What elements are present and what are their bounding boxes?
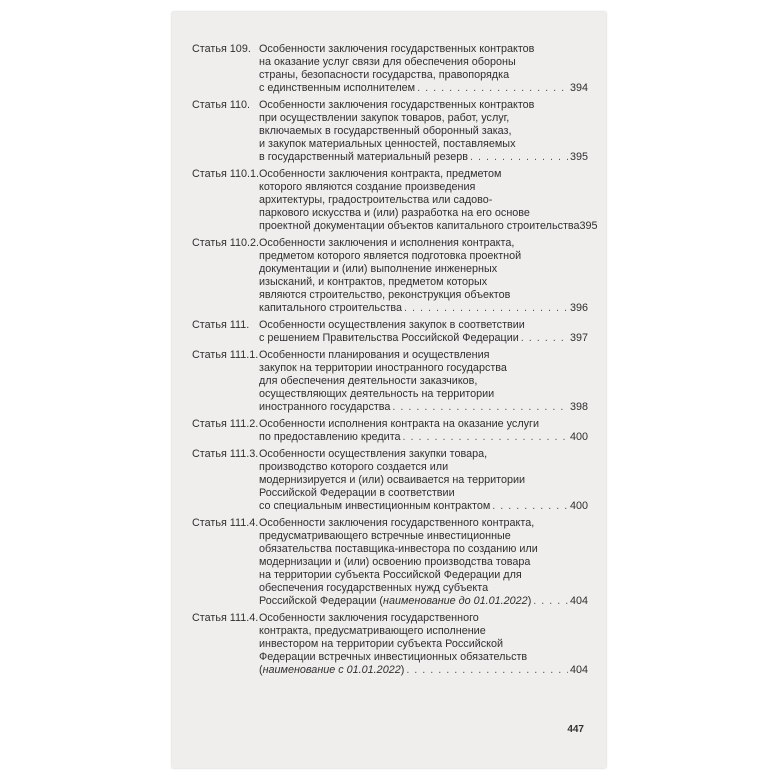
article-title — [259, 612, 588, 677]
toc-page-number: 404 — [569, 595, 588, 607]
title-line: Особенности заключения государственного — [259, 612, 479, 624]
title-last-line — [259, 151, 588, 164]
title-line: предусматривающего встречные инвестиционные — [259, 530, 511, 542]
title-line: Особенности осуществления закупки товара, — [259, 448, 488, 460]
title-line: со специальным инвестиционным контрактом — [259, 500, 491, 512]
title-line: на территории субъекта Российской Федерации для — [259, 569, 522, 581]
toc-page-number: 395 — [569, 151, 588, 163]
title-line: с единственным исполнителем — [259, 82, 416, 94]
article-number: Статья 111.4. — [192, 517, 259, 529]
title-line: инвестором на территории субъекта Российской — [259, 638, 504, 650]
leader-dots — [533, 595, 568, 608]
title-line: Особенности заключения государственных контрактов — [259, 99, 535, 111]
title-line: архитектуры, градостроительства или садово- — [259, 194, 493, 206]
article-number: Статья 110. — [192, 99, 251, 111]
title-line: осуществляющих деятельность на территории — [259, 388, 495, 400]
toc-entry — [192, 43, 588, 95]
title-line: Особенности планирования и осуществления — [259, 349, 490, 361]
title-last-line — [259, 431, 588, 444]
title-line: иностранного государства — [259, 401, 391, 413]
title-last-line — [259, 332, 588, 345]
article-number: Статья 110.2. — [192, 237, 260, 249]
title-line: Особенности исполнения контракта на оказание услуги — [259, 418, 539, 430]
toc-page-number: 398 — [569, 401, 588, 413]
title-line: Особенности заключения государственных контрактов — [259, 43, 535, 55]
table-of-contents — [192, 43, 598, 681]
leader-dots — [404, 302, 568, 315]
title-line: предметом которого является подготовка проектной — [259, 250, 522, 262]
title-line: обязательства поставщика-инвестора по созданию или — [259, 543, 538, 555]
title-last-line — [259, 664, 588, 677]
title-line: на оказание услуг связи для обеспечения обороны — [259, 56, 516, 68]
title-last-line — [259, 500, 588, 513]
title-line: Российской Федерации в соответствии — [259, 487, 455, 499]
leader-dots — [417, 82, 568, 95]
title-last-line — [259, 595, 588, 608]
title-line: Особенности заключения и исполнения контракта, — [259, 237, 515, 249]
toc-page-number: 396 — [569, 302, 588, 314]
leader-dots — [392, 401, 568, 414]
leader-dots — [470, 151, 568, 164]
title-line: Особенности заключения контракта, предметом — [259, 168, 502, 180]
title-line: паркового искусства и (или) разработка на его основе — [259, 207, 530, 219]
leader-dots — [492, 500, 568, 513]
article-title — [259, 319, 588, 345]
toc-page-number: 404 — [569, 664, 588, 676]
italic-note: наименование до 01.01.2022 — [383, 595, 528, 607]
article-title — [259, 517, 588, 608]
title-line: изысканий, и контрактов, предметом которых — [259, 276, 488, 288]
leader-dots — [403, 431, 568, 444]
toc-page-number: 394 — [569, 82, 588, 94]
article-title — [259, 99, 588, 164]
title-line: Особенности осуществления закупок в соответствии — [259, 319, 525, 331]
toc-entry — [192, 237, 588, 315]
title-last-line — [259, 220, 598, 233]
title-line: страны, безопасности государства, правопорядка — [259, 69, 510, 81]
article-number: Статья 111.2. — [192, 418, 259, 430]
title-line: проектной документации объектов капитального строительства — [259, 220, 580, 232]
title-line: и закупок материальных ценностей, поставляемых — [259, 138, 516, 150]
title-last-line — [259, 401, 588, 414]
title-line: обеспечения государственных нужд субъекта — [259, 582, 489, 594]
article-number: Статья 111.4. — [192, 612, 259, 624]
title-line: по предоставлению кредита — [259, 431, 401, 443]
toc-entry — [192, 448, 588, 513]
title-last-line — [259, 302, 588, 315]
title-line: включаемых в государственный оборонный заказ, — [259, 125, 512, 137]
page-number: 447 — [567, 724, 584, 735]
article-title — [259, 237, 588, 315]
leader-dots — [521, 332, 568, 345]
article-number: Статья 111. — [192, 319, 250, 331]
toc-page-number: 400 — [569, 500, 588, 512]
toc-entry — [192, 168, 598, 233]
toc-entry — [192, 517, 588, 608]
title-line: Федерации встречных инвестиционных обязательств — [259, 651, 528, 663]
title-line: Особенности заключения государственного контракта, — [259, 517, 535, 529]
article-title — [259, 349, 588, 414]
title-line: Российской Федерации (наименование до 01.01.2022) — [259, 595, 532, 607]
toc-page-number: 397 — [569, 332, 588, 344]
italic-note: наименование с 01.01.2022 — [262, 664, 401, 676]
article-title — [259, 168, 598, 233]
title-line: контракта, предусматривающего исполнение — [259, 625, 486, 637]
toc-entry — [192, 612, 588, 677]
title-last-line — [259, 82, 588, 95]
article-title — [259, 43, 588, 95]
toc-page-number: 395 — [579, 220, 598, 232]
title-line: производство которого создается или — [259, 461, 449, 473]
title-line: которого являются создание произведения — [259, 181, 476, 193]
toc-entry — [192, 418, 588, 444]
title-line: в государственный материальный резерв — [259, 151, 468, 163]
article-title — [259, 448, 588, 513]
book-page — [172, 12, 606, 768]
title-line: модернизируется и (или) осваивается на территории — [259, 474, 526, 486]
title-line: являются строительство, реконструкция объектов — [259, 289, 511, 301]
toc-entry — [192, 349, 588, 414]
toc-entry — [192, 319, 588, 345]
title-line: с решением Правительства Российской Федерации — [259, 332, 519, 344]
title-line: (наименование с 01.01.2022) — [259, 664, 405, 676]
title-line: закупок на территории иностранного государства — [259, 362, 507, 374]
leader-dots — [406, 664, 568, 677]
title-line: капитального строительства — [259, 302, 403, 314]
toc-entry — [192, 99, 588, 164]
title-line: при осуществлении закупок товаров, работ, услуг, — [259, 112, 510, 124]
article-number: Статья 110.1. — [192, 168, 260, 180]
article-title — [259, 418, 588, 444]
article-number: Статья 111.3. — [192, 448, 259, 460]
article-number: Статья 111.1. — [192, 349, 259, 361]
title-line: для обеспечения деятельности заказчиков, — [259, 375, 478, 387]
toc-page-number: 400 — [569, 431, 588, 443]
title-line: документации и (или) выполнение инженерных — [259, 263, 498, 275]
article-number: Статья 109. — [192, 43, 251, 55]
title-line: модернизации и (или) освоению производства товара — [259, 556, 531, 568]
